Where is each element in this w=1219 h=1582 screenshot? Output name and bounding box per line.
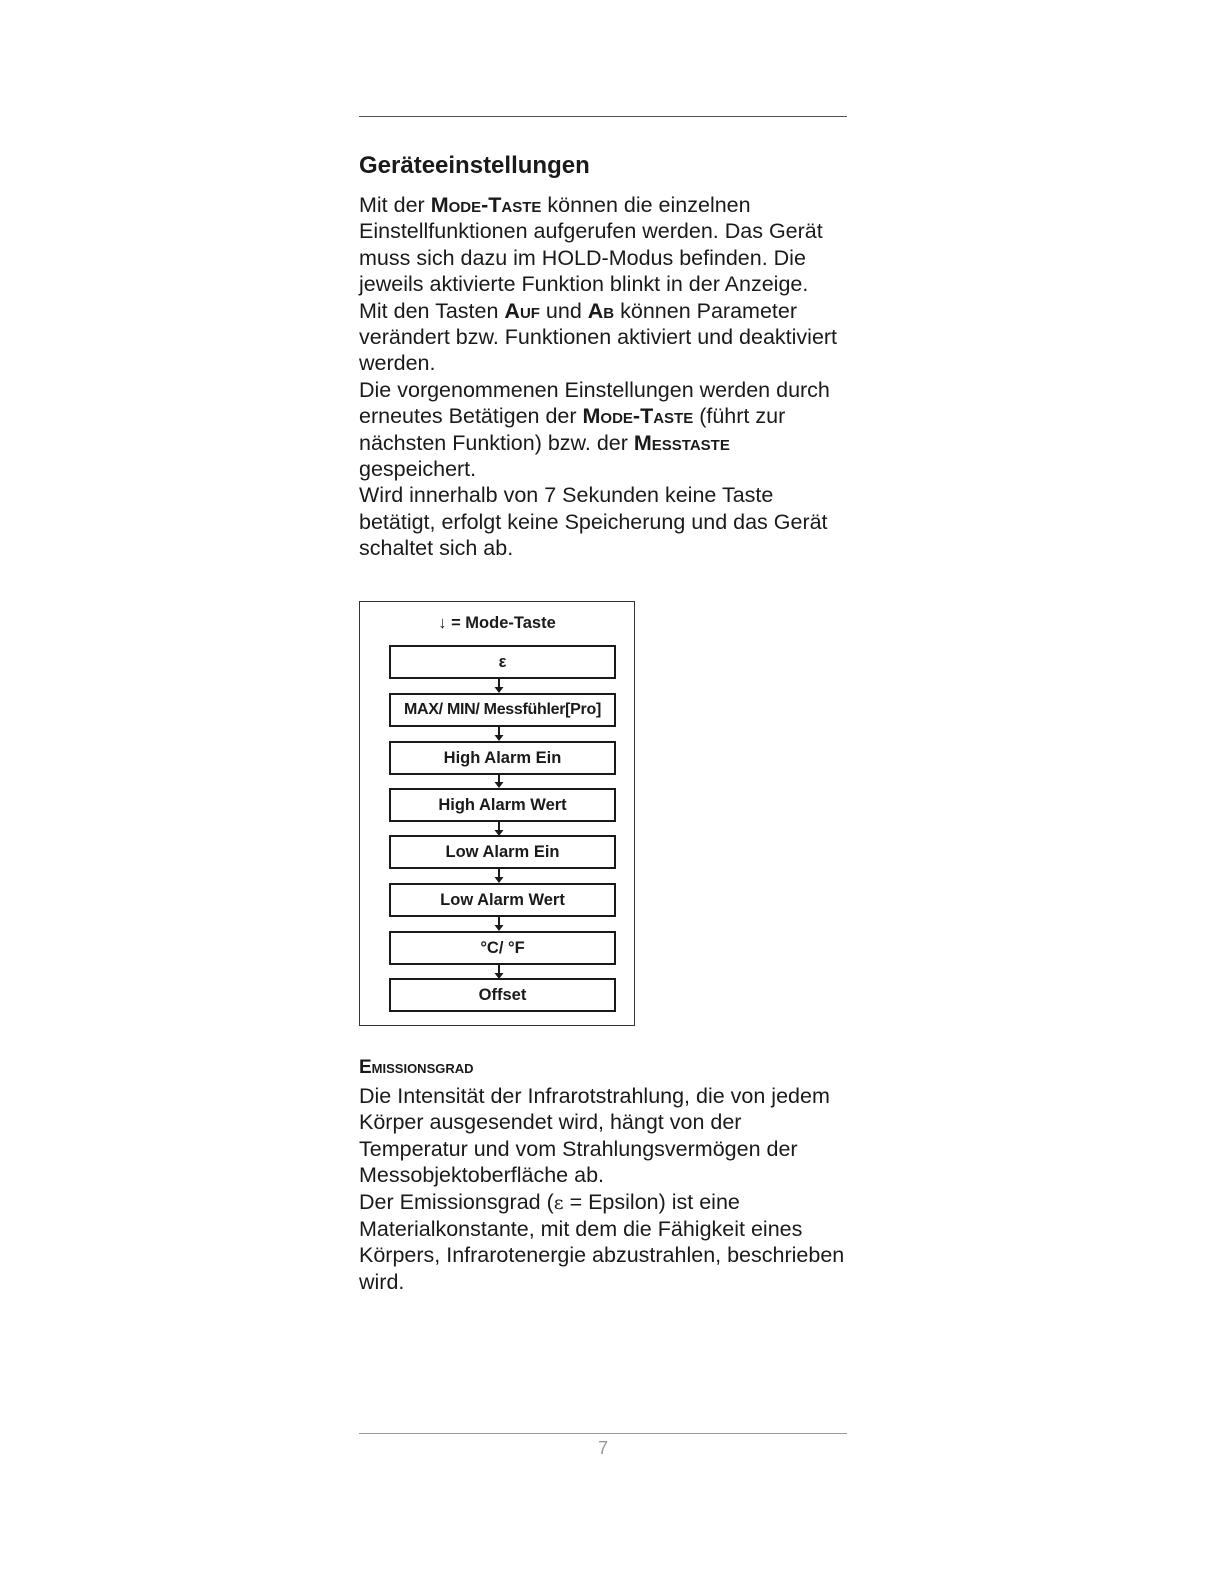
up-key-term: Auf [504, 298, 540, 323]
intro-text: können die einzelnen Einstellfunktionen aufgerufen werden. Das Gerät muss sich dazu im HOLD-Modus befinden. Die jeweils aktivierte Funktion blinkt in der Anzeige. [359, 193, 823, 297]
flow-step-unit: °C/ °F [389, 931, 616, 965]
flow-arrow-icon [493, 869, 505, 883]
settings-section [359, 150, 851, 562]
page-heading: Geräteeinstellungen [359, 152, 590, 179]
header-rule [359, 116, 847, 117]
mode-flowchart [359, 601, 635, 1026]
page-number: 7 [597, 1438, 608, 1458]
flow-arrow-icon [493, 917, 505, 931]
emission-text: Der Emissionsgrad ( [359, 1189, 554, 1214]
intro-paragraph-3 [359, 377, 851, 483]
mode-key-term: Mode-Taste [430, 193, 542, 217]
emission-paragraph-1: Die Intensität der Infrarotstrahlung, die von jedem Körper ausgesendet wird, hängt von der Temperatur und vom Strahlungsvermögen der Messobjektoberfläche ab. [359, 1084, 830, 1188]
flow-step-low-alarm-value: Low Alarm Wert [389, 883, 616, 917]
emission-text: = Epsilon) ist eine Materialkonstante, mit dem die Fähigkeit eines Körpers, Infrarotenergie abzustrahlen, beschrieben wird. [359, 1189, 845, 1294]
intro-paragraph-4: Wird innerhalb von 7 Sekunden keine Taste betätigt, erfolgt keine Speicherung und das Gerät schaltet sich ab. [359, 483, 828, 561]
intro-paragraph-1 [359, 192, 851, 298]
flow-arrow-icon [493, 679, 505, 693]
emission-title: Emissionsgrad [359, 1057, 474, 1078]
flow-arrow-icon [493, 774, 505, 788]
flow-arrow-icon [493, 965, 505, 979]
down-key-term: Ab [587, 298, 615, 323]
flow-step-low-alarm-on: Low Alarm Ein [389, 835, 616, 869]
intro-text: (führt zur nächsten Funktion) bzw. der [359, 404, 786, 455]
intro-text: Die vorgenommenen Einstellungen werden durch erneutes Betätigen der [359, 377, 830, 429]
flow-step-high-alarm-on: High Alarm Ein [389, 741, 616, 775]
flowchart-legend: ↓ = Mode-Taste [438, 614, 556, 632]
flow-step-emissivity: ε [389, 645, 616, 679]
footer-rule [359, 1433, 847, 1434]
flow-step-offset: Offset [389, 978, 616, 1012]
intro-text: und [539, 298, 588, 323]
emission-paragraph-2 [359, 1189, 851, 1296]
intro-text: Mit den Tasten [359, 298, 505, 323]
intro-text: gespeichert. [359, 457, 477, 482]
mode-key-term: Mode-Taste [582, 404, 694, 429]
epsilon-symbol: ε [553, 1191, 564, 1214]
measure-key-term: Messtaste [633, 430, 730, 455]
flow-arrow-icon [493, 822, 505, 836]
emission-section [359, 1055, 851, 1295]
flow-step-high-alarm-value: High Alarm Wert [389, 788, 616, 822]
intro-text: Mit der [359, 193, 431, 217]
flow-arrow-icon [493, 727, 505, 741]
intro-paragraph-2 [359, 298, 851, 377]
flow-step-max-min-probe: MAX/ MIN/ Messfühler[Pro] [389, 693, 616, 727]
intro-text: können Parameter verändert bzw. Funktionen aktiviert und deaktiviert werden. [359, 298, 838, 376]
